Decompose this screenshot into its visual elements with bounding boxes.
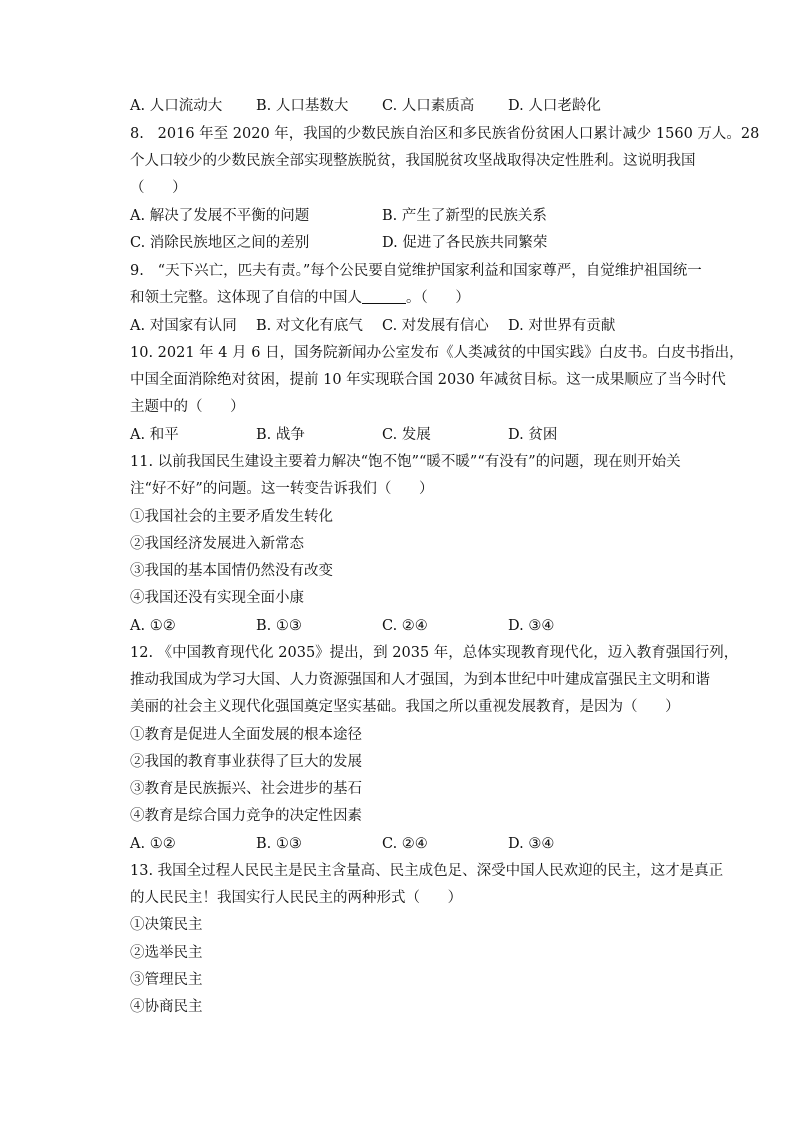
q10-option-b: B. 战争 xyxy=(256,427,305,443)
q7-option-c: C. 人口素质高 xyxy=(382,98,475,114)
q8-option-d: D. 促进了各民族共同繁荣 xyxy=(382,235,548,251)
q10-stem-line-3: 主题中的（ ） xyxy=(130,399,245,415)
q7-options xyxy=(130,96,690,116)
q11-option-d: D. ③④ xyxy=(508,618,555,634)
q11-option-a: A. ①② xyxy=(130,618,176,634)
q10-stem-line-1: 10. 2021 年 4 月 6 日，国务院新闻办公室发布《人类减贫的中国实践》白皮书。白皮书指出， xyxy=(130,345,744,361)
q12-stem-line-3: 美丽的社会主义现代化强国奠定坚实基础。我国之所以重视发展教育，是因为（ ） xyxy=(130,699,680,715)
q10-option-c: C. 发展 xyxy=(382,427,431,443)
q13-stem-line-1: 13. 我国全过程人民民主是民主含量高、民主成色足、深受中国人民欢迎的民主，这才是真正 xyxy=(130,863,724,879)
q7-option-b: B. 人口基数大 xyxy=(256,98,349,114)
q12-stem-line-2: 推动我国成为学习大国、人力资源强国和人才强国，为到本世纪中叶建成富强民主文明和谐 xyxy=(130,672,710,688)
q11-item-4: ④我国还没有实现全面小康 xyxy=(130,590,304,606)
q10-option-a: A. 和平 xyxy=(130,427,179,443)
q9-stem-line-1: 9. “天下兴亡，匹夫有责。”每个公民要自觉维护国家利益和国家尊严，自觉维护祖国统一 xyxy=(130,263,702,279)
q9-options xyxy=(130,316,690,336)
q12-item-3: ③教育是民族振兴、社会进步的基石 xyxy=(130,781,362,797)
q8-options-row-1 xyxy=(130,206,690,226)
q11-option-c: C. ②④ xyxy=(382,618,428,634)
q10-stem-line-2: 中国全面消除绝对贫困，提前 10 年实现联合国 2030 年减贫目标。这一成果顺应了当今时代 xyxy=(130,372,726,388)
q9-stem-text: 和领土完整。这体现了自信的中国人 xyxy=(130,290,362,306)
q9-fill-blank xyxy=(362,289,406,304)
q11-item-1: ①我国社会的主要矛盾发生转化 xyxy=(130,509,333,525)
q12-option-d: D. ③④ xyxy=(508,836,555,852)
q9-answer-paren: 。（ ） xyxy=(406,290,470,306)
q13-item-2: ②选举民主 xyxy=(130,945,203,961)
q8-answer-paren: （ ） xyxy=(130,180,187,196)
q9-option-d: D. 对世界有贡献 xyxy=(508,318,616,334)
q12-option-c: C. ②④ xyxy=(382,836,428,852)
q7-option-a: A. 人口流动大 xyxy=(130,98,223,114)
q13-item-3: ③管理民主 xyxy=(130,972,203,988)
q13-stem-line-2: 的人民民主！我国实行人民民主的两种形式（ ） xyxy=(130,890,463,906)
q8-stem-line-1: 8. 2016 年至 2020 年，我国的少数民族自治区和多民族省份贫困人口累计减少 1560 万人。28 xyxy=(130,126,760,142)
q10-options xyxy=(130,425,690,445)
q13-item-4: ④协商民主 xyxy=(130,999,203,1015)
q12-options xyxy=(130,834,690,854)
q8-option-c: C. 消除民族地区之间的差别 xyxy=(130,235,310,251)
q9-option-c: C. 对发展有信心 xyxy=(382,318,489,334)
q11-item-2: ②我国经济发展进入新常态 xyxy=(130,536,304,552)
q10-option-d: D. 贫困 xyxy=(508,427,558,443)
q11-option-b: B. ①③ xyxy=(256,618,302,634)
q12-item-4: ④教育是综合国力竞争的决定性因素 xyxy=(130,808,362,824)
q8-options-row-2 xyxy=(130,233,690,253)
q9-option-b: B. 对文化有底气 xyxy=(256,318,363,334)
q12-item-2: ②我国的教育事业获得了巨大的发展 xyxy=(130,754,362,770)
q11-stem-line-2: 注“好不好”的问题。这一转变告诉我们（ ） xyxy=(130,481,434,497)
q11-stem-line-1: 11. 以前我国民生建设主要着力解决“饱不饱”“暖不暖”“有没有”的问题，现在则开始关 xyxy=(130,454,681,470)
q8-option-a: A. 解决了发展不平衡的问题 xyxy=(130,208,310,224)
q13-item-1: ①决策民主 xyxy=(130,917,203,933)
q12-item-1: ①教育是促进人全面发展的根本途径 xyxy=(130,727,362,743)
q12-option-a: A. ①② xyxy=(130,836,176,852)
q8-stem-line-2: 个人口较少的少数民族全部实现整族脱贫，我国脱贫攻坚战取得决定性胜利。这说明我国 xyxy=(130,153,696,169)
q7-option-d: D. 人口老龄化 xyxy=(508,98,601,114)
q12-stem-line-1: 12. 《中国教育现代化 2035》提出，到 2035 年，总体实现教育现代化，迈入教育强国行列， xyxy=(130,645,739,661)
q12-option-b: B. ①③ xyxy=(256,836,302,852)
q9-option-a: A. 对国家有认同 xyxy=(130,318,237,334)
q11-options xyxy=(130,616,690,636)
q9-stem-line-2 xyxy=(130,288,470,308)
q8-option-b: B. 产生了新型的民族关系 xyxy=(382,208,547,224)
q11-item-3: ③我国的基本国情仍然没有改变 xyxy=(130,563,333,579)
